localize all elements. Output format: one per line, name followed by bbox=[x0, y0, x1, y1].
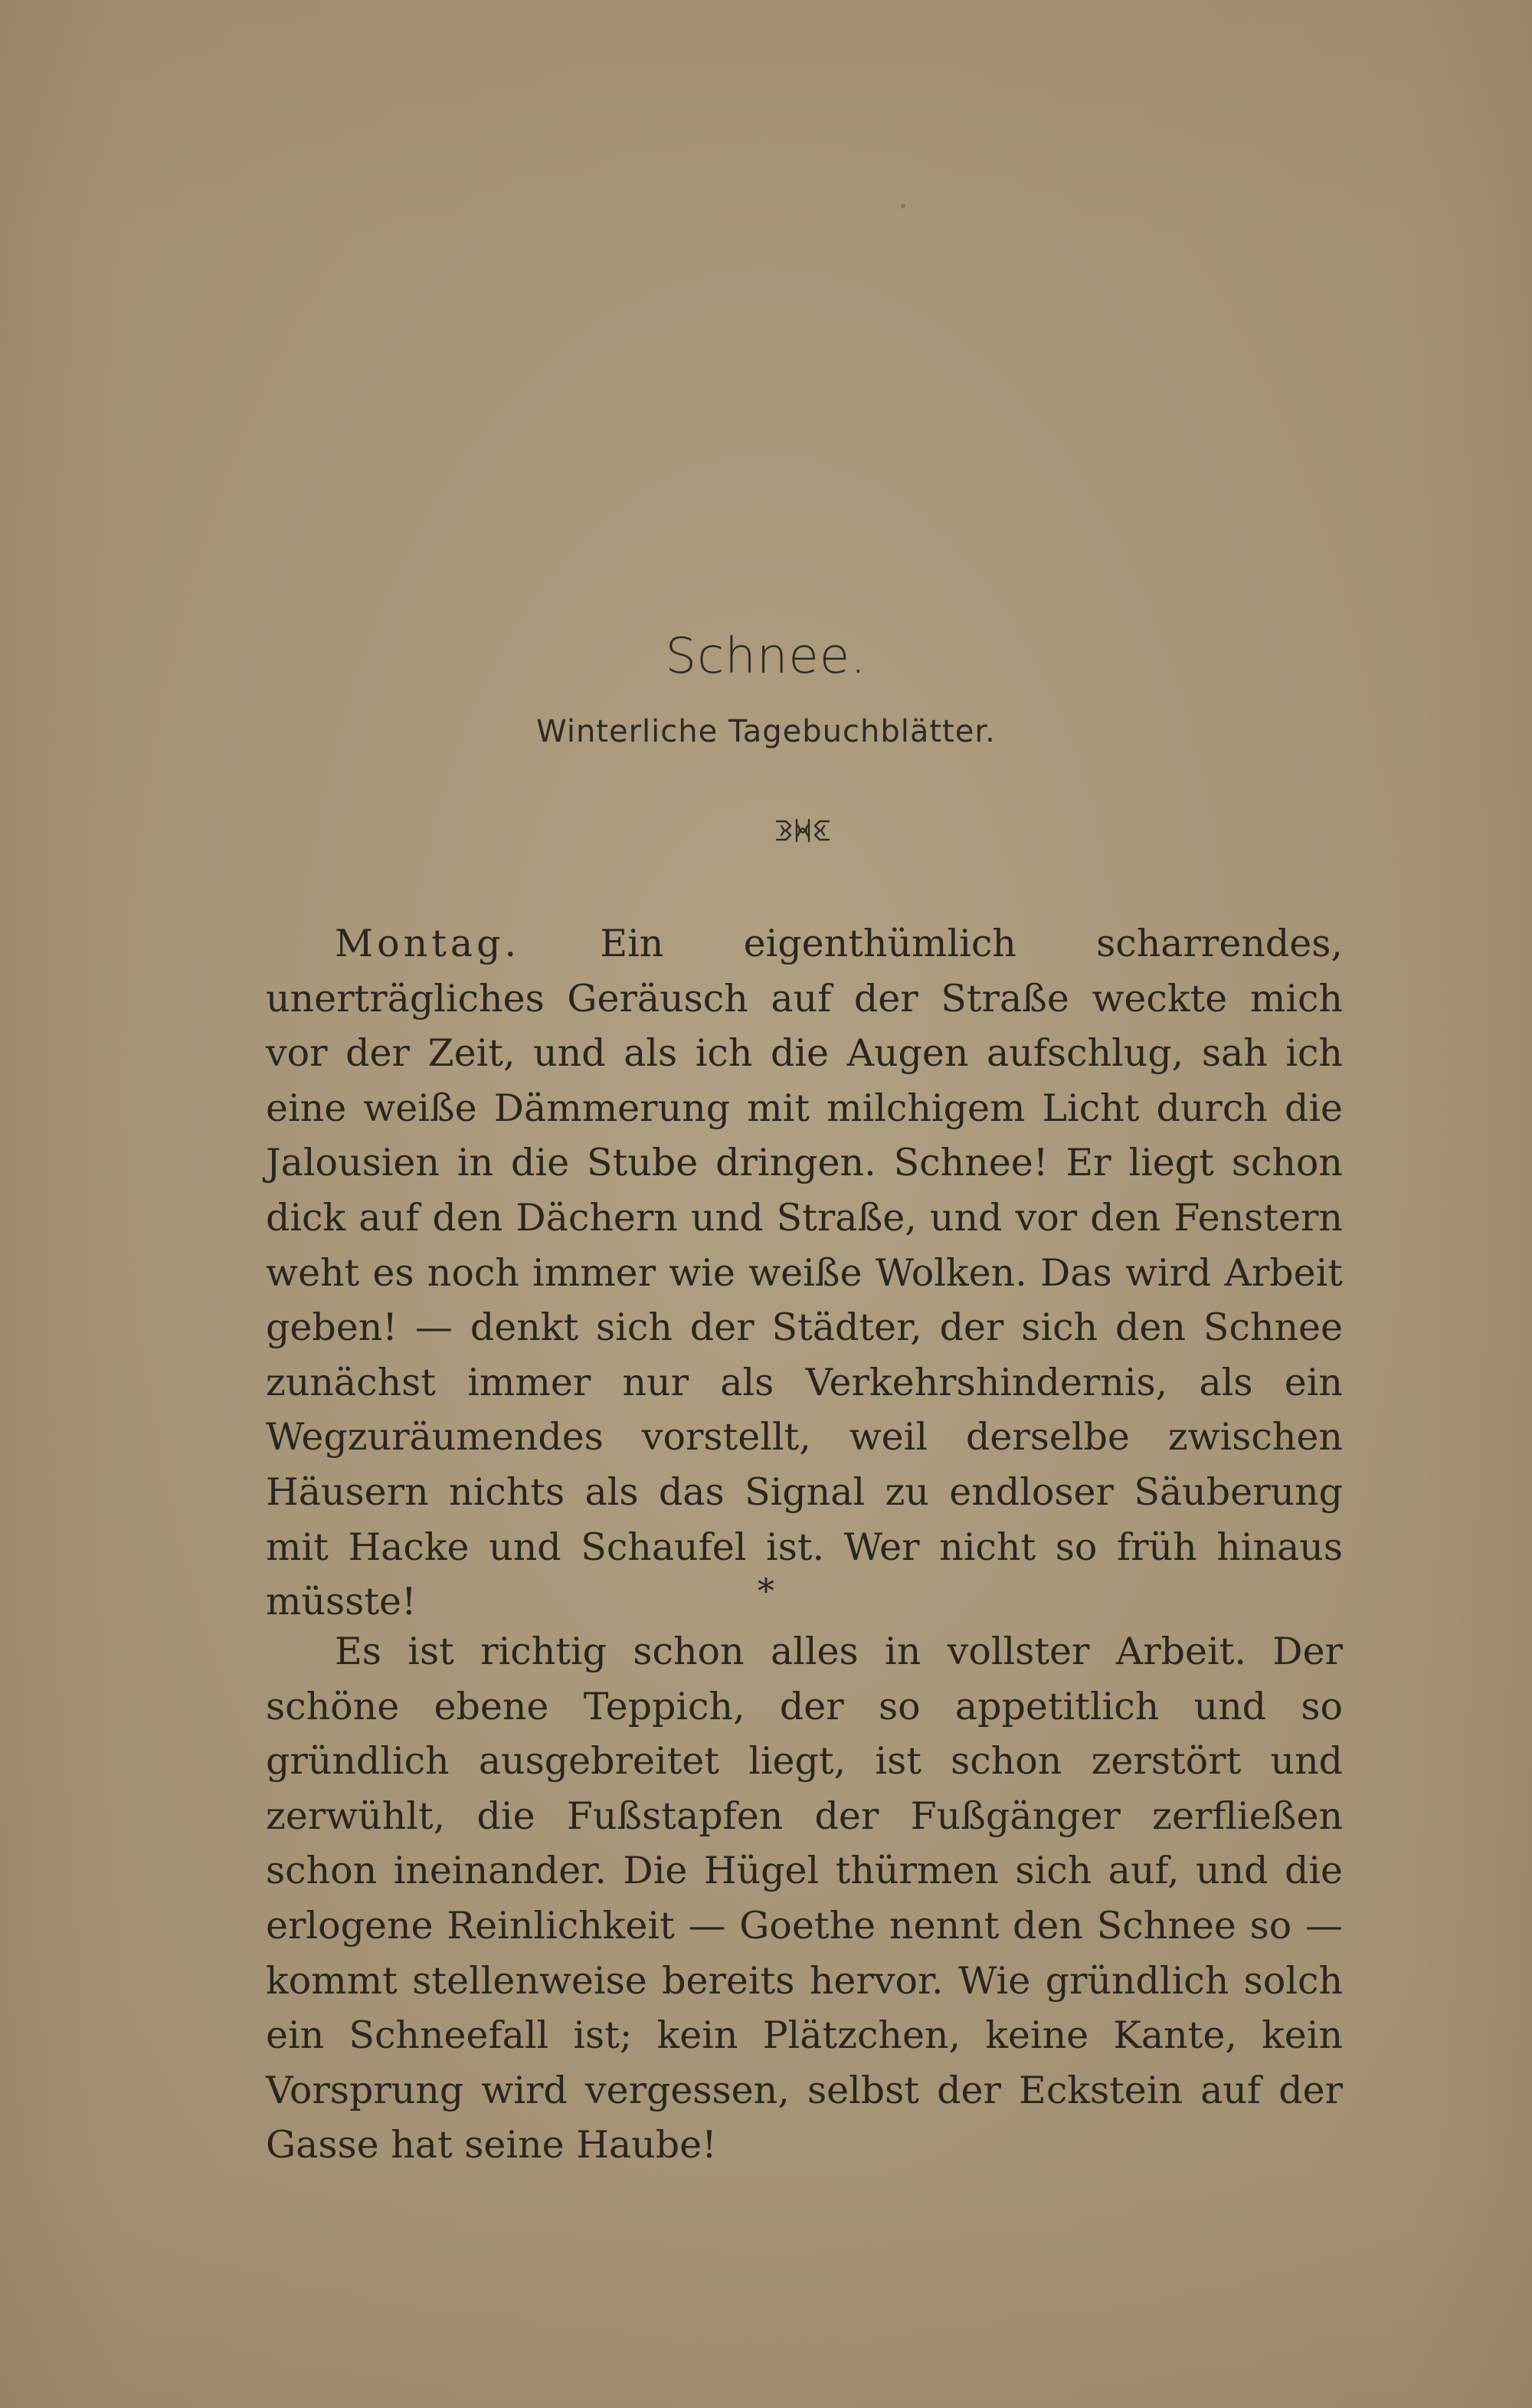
section-separator: * bbox=[758, 1572, 774, 1611]
paragraph-monday-text: Ein eigenthümlich scharrendes, unerträgliches Geräusch auf der Straße weckte mich vor der Zeit, und als ich die Augen aufschlug, sah ich eine weiße Dämmerung mit milchigem Licht durch die Jalousien in die Stube dringen. Schnee! Er liegt schon dick auf den Dächern und Straße, und vor den Fenstern weht es noch immer wie weiße Wolken. Das wird Arbeit geben! — denkt sich der Städter, der sich den Schnee zunächst immer nur als Verkehrshindernis, als ein Wegzuräumendes vorstellt, weil derselbe zwischen Häusern nichts als das Signal zu endloser Säuberung mit Hacke und Schaufel ist. Wer nicht so früh hinaus müsste! bbox=[266, 922, 1343, 1624]
floral-ornament-icon bbox=[774, 815, 832, 846]
paper-speck bbox=[901, 204, 905, 208]
page-title: Schnee. bbox=[665, 628, 867, 685]
paragraph-monday bbox=[266, 916, 1343, 1630]
page-subtitle: Winterliche Tagebuchblätter. bbox=[536, 714, 996, 749]
paragraph-work: Es ist richtig schon alles in vollster Arbeit. Der schöne ebene Teppich, der so appetitlich und so gründlich ausgebreitet liegt, ist schon zerstört und zerwühlt, die Fußstapfen der Fußgänger zerfließen schon ineinander. Die Hügel thürmen sich auf, und die erlogene Reinlichkeit — Goethe nennt den Schnee so — kommt stellenweise bereits hervor. Wie gründlich solch ein Schneefall ist; kein Plätzchen, keine Kante, kein Vorsprung wird vergessen, selbst der Eckstein auf der Gasse hat seine Haube! bbox=[266, 1630, 1343, 2167]
day-heading: Montag. bbox=[335, 922, 521, 965]
